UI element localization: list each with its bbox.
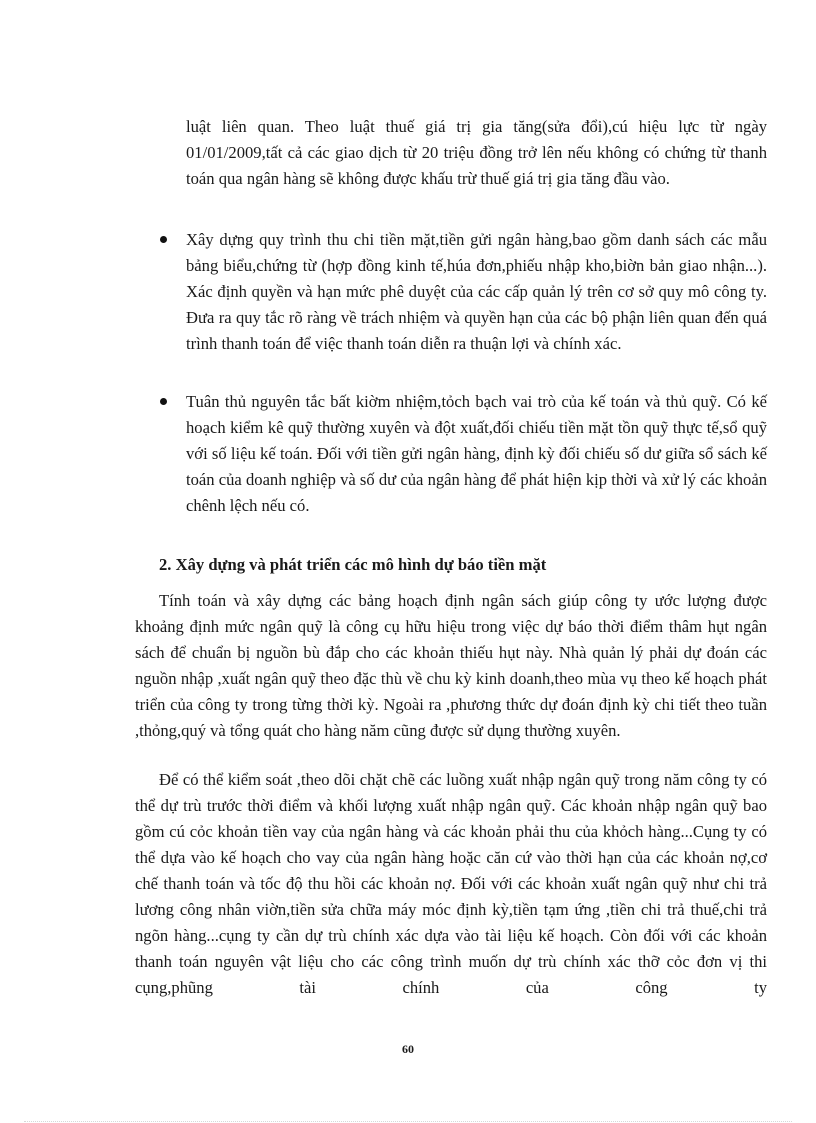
continuation-paragraph: luật liên quan. Theo luật thuế giá trị gia tăng(sửa đổi),cú hiệu lực từ ngày 01/01/2009,tất cả các giao dịch từ 20 triệu đồng trở lên nếu không có chứng từ thanh toán qua ngân hàng sẽ không được khấu trừ thuế giá trị gia tăng đầu vào. — [186, 117, 767, 188]
page-bottom-divider — [24, 1121, 792, 1122]
body-paragraph: Tính toán và xây dựng các bảng hoạch định ngân sách giúp công ty ước lượng được khoảng định mức ngân quỹ là công cụ hữu hiệu trong việc dự báo thời điểm thâm hụt ngân sách để chuẩn bị nguồn bù đắp cho các khoản thiếu hụt này. Nhà quản lý phải dự đoán các nguồn nhập ,xuất ngân quỹ theo đặc thù về chu kỳ kinh doanh,theo mùa vụ theo kế hoạch phát triển của công ty trong từng thời kỳ. Ngoài ra ,phương thức dự đoán định kỳ chi tiết theo tuần ,thỏng,quý và tổng quát cho hàng năm cũng được sử dụng thường xuyên. — [135, 591, 767, 740]
bullet-dot-icon — [160, 236, 167, 243]
body-paragraph: Để có thể kiểm soát ,theo dõi chặt chẽ các luồng xuất nhập ngân quỹ trong năm công ty có thể dự trù trước thời điểm và khối lượng xuất nhập ngân quỹ. Các khoản nhập ngân quỹ bao gồm cú cỏc khoản tiền vay của ngân hàng và các khoản phải thu của khỏch hàng...Cụng ty có thể dựa vào kế hoạch cho vay của ngân hàng hoặc căn cứ vào thời hạn của các khoản nợ,cơ chế thanh toán và tốc độ thu hồi các khoản nợ. Đối với các khoản xuất ngân quỹ như chi trả lương công nhân viờn,tiền sửa chữa máy móc định kỳ,tiền tạm ứng ,tiền chi trả thuế,chi trả ngõn hàng...cụng ty cần dự trù chính xác dựa vào tài liệu kế hoạch. Còn đối với các khoản thanh toán nguyên vật liệu cho các công trình muốn dự trù chính xác thỡ cỏc đơn vị thi cụng,phũng tài chính của công ty — [135, 770, 767, 997]
bullet-text: Tuân thủ nguyên tắc bất kiờm nhiệm,tỏch bạch vai trò của kế toán và thủ quỹ. Có kế hoạch kiểm kê quỹ thường xuyên và đột xuất,đối chiếu tiền mặt tồn quỹ thực tế,sổ quỹ với số liệu kế toán. Đối với tiền gửi ngân hàng, định kỳ đối chiếu số dư giữa sổ sách kế toán của doanh nghiệp và số dư của ngân hàng để phát hiện kịp thời và xử lý các khoản chênh lệch nếu có. — [186, 392, 767, 515]
bullet-text: Xây dựng quy trình thu chi tiền mặt,tiền gửi ngân hàng,bao gồm danh sách các mẫu bảng biểu,chứng từ (hợp đồng kinh tế,húa đơn,phiếu nhập kho,biờn bản giao nhận...). Xác định quyền và hạn mức phê duyệt của các cấp quản lý trên cơ sở quy mô công ty. Đưa ra quy tắc rõ ràng về trách nhiệm và quyền hạn của các bộ phận liên quan đến quá trình thanh toán để việc thanh toán diễn ra thuận lợi và chính xác. — [186, 230, 767, 353]
section-heading: 2. Xây dựng và phát triển các mô hình dự báo tiền mặt — [159, 555, 547, 574]
page-number: 60 — [402, 1042, 414, 1056]
bullet-dot-icon — [160, 398, 167, 405]
